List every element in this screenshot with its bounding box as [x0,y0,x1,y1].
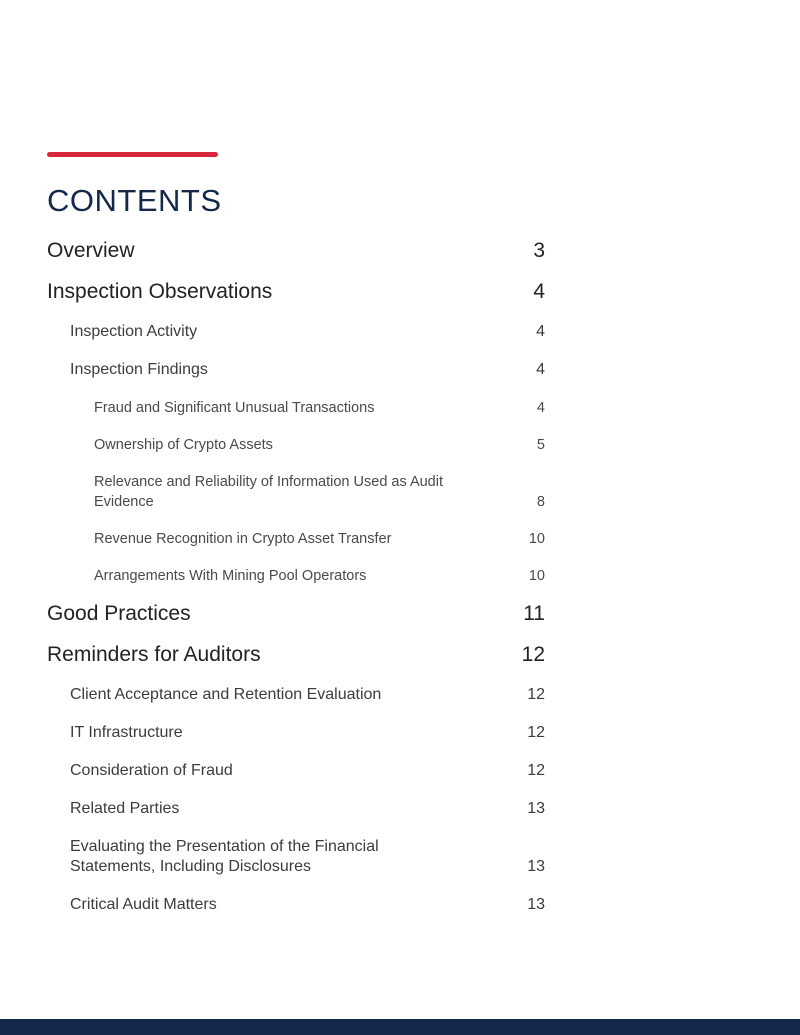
toc-entry-label: Overview [47,239,135,262]
toc-page-number: 4 [533,280,545,303]
toc-entry-label: Relevance and Reliability of Information Used as Audit Evidence [94,474,443,510]
toc-page-number: 12 [527,686,545,703]
toc-entry-label: Good Practices [47,602,191,625]
toc-entry-label: Inspection Observations [47,280,273,303]
toc-entry[interactable] [47,595,545,636]
footer-bar [0,1019,800,1035]
toc-page-number: 4 [536,323,545,340]
toc-entry[interactable] [47,314,545,352]
toc-entry-label: Reminders for Auditors [47,643,261,666]
toc-entry-label: Ownership of Crypto Assets [94,437,273,453]
toc-page-number: 10 [528,531,545,547]
toc-entry[interactable] [47,715,545,753]
toc-page-number: 4 [536,361,545,378]
toc-entry-label: IT Infrastructure [70,724,183,741]
toc-entry[interactable] [47,521,545,558]
toc-entry[interactable] [47,390,545,427]
toc-page-number: 3 [533,239,545,262]
toc-page-number: 10 [528,568,545,584]
toc-page-number: 12 [527,724,545,741]
toc-entry[interactable] [47,636,545,677]
toc-entry-label: Client Acceptance and Retention Evaluation [70,686,382,703]
toc-entry-label: Inspection Findings [70,361,208,378]
toc-entry-label: Critical Audit Matters [70,896,217,913]
toc-page-number: 12 [527,762,545,779]
toc-page-number: 12 [521,643,545,666]
toc-entry[interactable] [47,677,545,715]
toc-entry[interactable] [47,829,545,887]
toc-entry[interactable] [47,558,545,595]
toc-entry-label: Evaluating the Presentation of the Financial Statements, Including Disclosures [70,838,379,875]
toc-entry[interactable] [47,791,545,829]
toc-entry[interactable] [47,352,545,390]
toc-page-number: 4 [536,400,545,416]
toc-entry[interactable] [47,753,545,791]
toc-entry[interactable] [47,427,545,464]
toc-entry-label: Inspection Activity [70,323,198,340]
toc-page-number: 5 [536,437,545,453]
toc-entry[interactable] [47,273,545,314]
toc-entry-label: Arrangements With Mining Pool Operators [94,568,367,584]
toc-entry-label: Consideration of Fraud [70,762,233,779]
toc-page-number: 13 [527,896,545,913]
toc-entry[interactable] [47,232,545,273]
toc-page-number: 11 [523,602,545,625]
toc-page-number: 13 [527,800,545,817]
toc-entry[interactable] [47,887,545,925]
toc-entry-label: Related Parties [70,800,180,817]
toc-entry-label: Revenue Recognition in Crypto Asset Transfer [94,531,392,547]
toc-page-number: 13 [527,858,545,875]
toc-entry-label: Fraud and Significant Unusual Transactions [94,400,375,416]
toc-page-number: 8 [536,494,545,510]
accent-rule [47,152,218,157]
page-title: CONTENTS [47,183,222,218]
toc-entry[interactable] [47,464,545,521]
table-of-contents [47,232,545,925]
